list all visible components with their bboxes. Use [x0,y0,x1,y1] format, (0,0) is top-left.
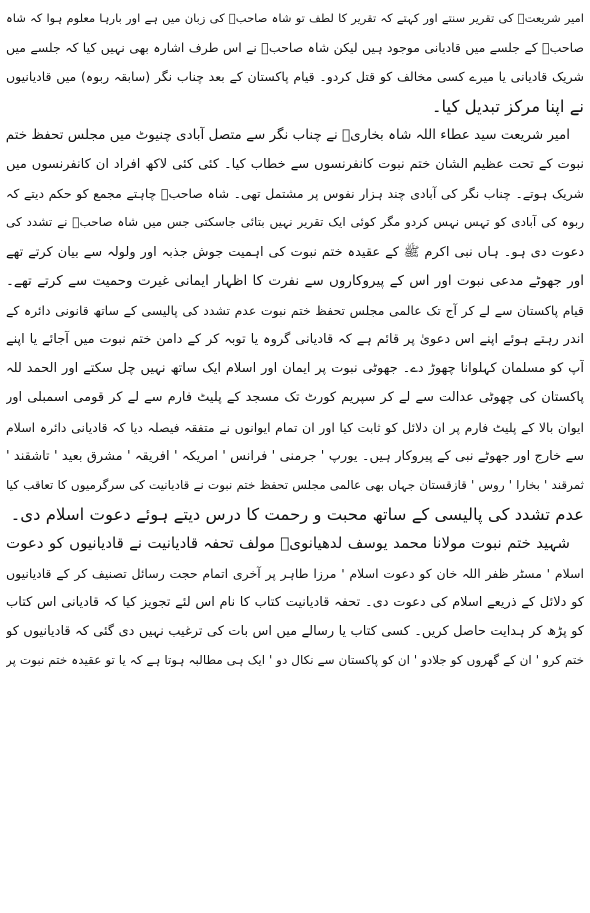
paragraph-1 [6,4,584,121]
text-line: عدم تشدد کی پالیسی کے ساتھ محبت و رحمت کا درس دیتے ہوئے دعوت اسلام دی۔ [10,505,584,525]
text-line: شریک ہوتے۔ چناب نگر کی آبادی چند ہزار نفوس پر مشتمل تھی۔ شاہ صاحبؒ چاہتے مجمع کو حکم دیتے کہ [6,186,584,202]
text-line: نبوت کے تحت عظیم الشان ختم نبوت کانفرنسوں سے خطاب کیا۔ کئی کئی لاکھ افراد ان کانفرنسوں میں [6,156,584,172]
text-line: ربوہ کی آبادی کو تہس نہس کردو مگر کوئی ایک تقریر نہیں بتائی جاسکتی جس میں شاہ صاحبؒ نے تشدد کی [6,215,584,230]
paragraph-2 [6,121,584,530]
text-line: امیر شریعتؒ کی تقریر سنتے اور کہتے کہ تقریر کا لطف تو شاہ صاحبؒ کی زبان میں ہے اور بارہا معلوم ہوا کہ شاہ [6,11,584,25]
text-line: دعوت دی ہو۔ ہاں نبی اکرم ﷺ کے عقیدہ ختم نبوت کی اہمیت جوش جذبہ اور ولولہ سے بیان کرتے تھے [6,244,584,260]
text-line: قیام پاکستان سے لے کر آج تک عالمی مجلس تحفظ ختم نبوت عدم تشدد کی پالیسی کے ساتھ قانونی دائرہ کے [6,302,584,318]
text-line: صاحبؒ کے جلسے میں قادیانی موجود ہیں لیکن شاہ صاحبؒ نے اس طرف اشارہ بھی نہیں کیا کہ جلسے میں [6,40,584,56]
text-line: اسلام ' مسٹر ظفر اللہ خان کو دعوت اسلام ' مرزا طاہر پر آخری اتمام حجت رسائل تصنیف کر کے قادیانیوں [6,565,584,581]
text-line: کو پڑھ کر ہدایت حاصل کریں۔ کسی کتاب یا رسالے میں اس بات کی ترغیب نہیں دی گئی کہ قادیانیوں کو [6,623,584,639]
text-line: ختم کرو ' ان کے گھروں کو جلادو ' ان کو پاکستان سے نکال دو ' ایک ہی مطالبہ ہوتا ہے کہ یا تو عقیدہ ختم نبوت پر [6,653,584,668]
text-line: آپ کو مسلمان کہلوانا چھوڑ دے۔ جھوٹی نبوت پر ایمان اور اسلام ایک ساتھ نہیں چل سکتے اور الحمد للہ [6,361,584,377]
paragraph-3 [6,529,584,675]
text-line: سے خارج اور جھوٹے نبی کے پیروکار ہیں۔ یورپ ' جرمنی ' فرانس ' امریکہ ' افریقہ ' مشرق بعید ' تاشقند ' [6,448,584,464]
text-line: ثمرقند ' بخارا ' روس ' قازقستان جہاں بھی عالمی مجلس تحفظ ختم نبوت نے قادیانیت کی سرگرمیوں کا تعاقب کیا [6,478,584,492]
text-line: شریک قادیانی یا میرے کسی مخالف کو قتل کردو۔ قیام پاکستان کے بعد چناب نگر (سابقہ ربوہ) میں قادیانیوں [6,69,584,85]
text-line: امیر شریعت سید عطاء اللہ شاہ بخاریؒ نے چناب نگر سے متصل آبادی چنیوٹ میں مجلس تحفظ ختم [6,126,570,143]
text-line: اور جھوٹے مدعی نبوت اور اس کے پیروکاروں سے نفرت کا اظہار ایمانی غیرت وحمیت سے کرتے تھے۔ [6,272,584,289]
text-line: نے اپنا مرکز تبدیل کیا۔ [431,96,584,116]
text-line: کو دلائل کے ذریعے اسلام کی دعوت دی۔ تحفہ قادیانیت کتاب کا نام اس لئے تجویز کیا کہ قادیانی اس کتاب [6,594,584,610]
text-line: اندر رہتے ہوئے اپنے اس دعویٰ پر قائم ہے کہ قادیانی گروہ یا توبہ کر کے دامن ختم نبوت میں آجائے یا اپنے [6,332,584,348]
text-line: شہید ختم نبوت مولانا محمد یوسف لدھیانویؒ مولف تحفہ قادیانیت نے قادیانیوں کو دعوت [6,534,570,553]
text-line: پاکستان کی چھوٹی عدالت سے لے کر سپریم کورٹ تک مسجد کے پلیٹ فارم سے لے کر قومی اسمبلی اور [6,390,584,406]
text-line: ایوان بالا کے پلیٹ فارم پر ان دلائل کو ثابت کیا اور ان تمام ایوانوں نے متفقہ فیصلہ دیا کہ قادیانی دائرہ اسلام [6,419,584,435]
